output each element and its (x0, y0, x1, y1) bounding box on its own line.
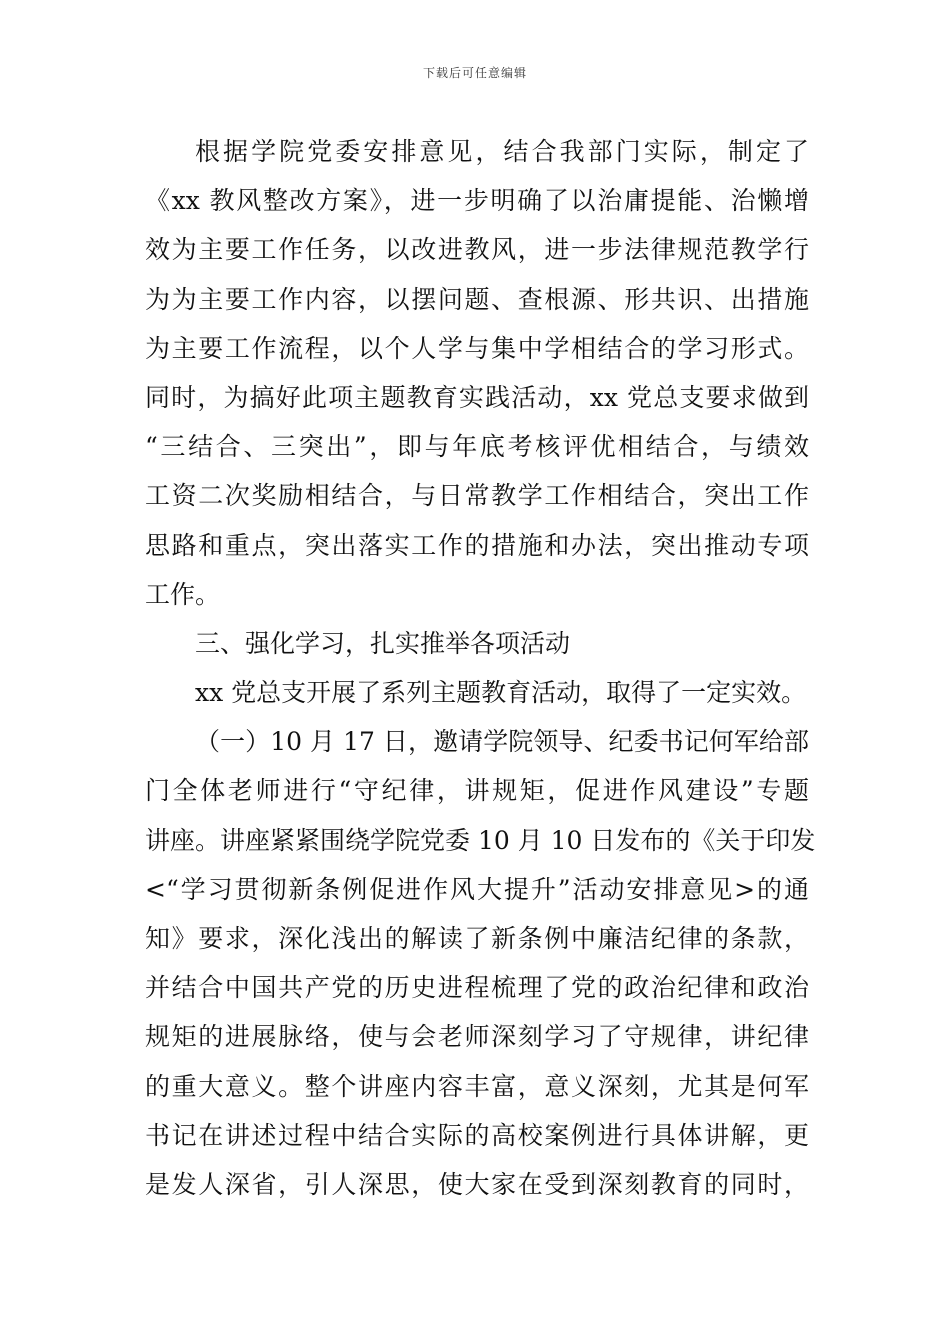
section-heading: 三、强化学习，扎实推举各项活动 (195, 628, 571, 658)
paragraph-line: 效为主要工作任务，以改进教风，进一步法律规范教学行 (145, 235, 809, 265)
paragraph-line: “三结合、三突出”，即与年底考核评优相结合，与绩效 (145, 432, 809, 462)
paragraph-line: 讲座。讲座紧紧围绕学院党委 10 月 10 日发布的《关于印发 (145, 825, 816, 855)
page-header: 下载后可任意编辑 (422, 66, 527, 80)
paragraph-line: 工资二次奖励相结合，与日常教学工作相结合，突出工作 (145, 481, 809, 511)
paragraph-line: 思路和重点，突出落实工作的措施和办法，突出推动专项 (145, 530, 809, 560)
paragraph-line: 书记在讲述过程中结合实际的高校案例进行具体讲解，更 (145, 1120, 809, 1150)
paragraph-line: 同时，为搞好此项主题教育实践活动，xx 党总支要求做到 (145, 382, 809, 412)
paragraph-line: 规矩的进展脉络，使与会老师深刻学习了守规律，讲纪律 (145, 1022, 809, 1052)
paragraph-line: 《xx 教风整改方案》，进一步明确了以治庸提能、治懒增 (145, 186, 809, 216)
paragraph-line: xx 党总支开展了系列主题教育活动，取得了一定实效。 (195, 678, 807, 708)
paragraph-line: （一）10 月 17 日，邀请学院领导、纪委书记何军给部 (195, 727, 809, 757)
paragraph-line: 门全体老师进行“守纪律，讲规矩，促进作风建设”专题 (145, 776, 809, 806)
paragraph-line: 根据学院党委安排意见，结合我部门实际，制定了 (195, 137, 809, 166)
paragraph-line: 的重大意义。整个讲座内容丰富，意义深刻，尤其是何军 (145, 1071, 809, 1101)
paragraph-line: 知》要求，深化浅出的解读了新条例中廉洁纪律的条款， (145, 924, 809, 953)
document-body (145, 127, 816, 1209)
paragraph-line: 为主要工作流程，以个人学与集中学相结合的学习形式。 (145, 333, 809, 363)
paragraph-line: 工作。 (145, 579, 221, 609)
paragraph-line: 为为主要工作内容，以摆问题、查根源、形共识、出措施 (145, 284, 809, 314)
paragraph-line: 是发人深省，引人深思，使大家在受到深刻教育的同时， (145, 1169, 809, 1199)
paragraph-line: 并结合中国共产党的历史进程梳理了党的政治纪律和政治 (145, 973, 809, 1003)
paragraph-line: <“学习贯彻新条例促进作风大提升”活动安排意见>的通 (145, 874, 809, 904)
